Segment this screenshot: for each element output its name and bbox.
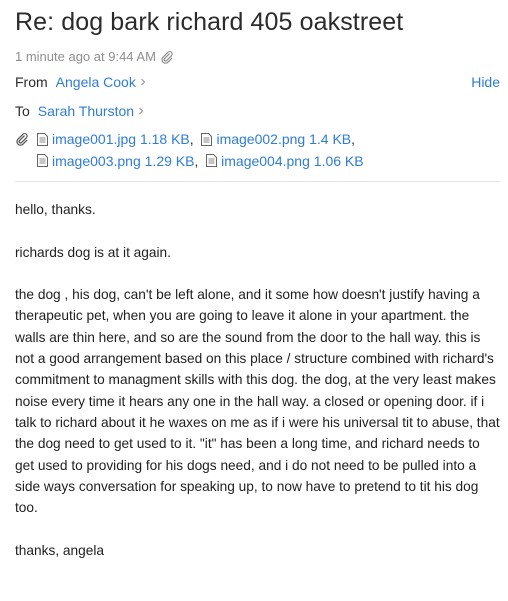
from-label: From — [15, 74, 48, 90]
attachment-item[interactable] — [201, 129, 355, 149]
received-time-row — [15, 49, 174, 64]
attachment-item[interactable] — [37, 151, 198, 171]
sender-name-text: Angela Cook — [55, 74, 136, 90]
body-paragraph: hello, thanks. — [15, 202, 96, 217]
paperclip-icon — [15, 132, 29, 146]
file-icon — [37, 154, 48, 167]
attachment-item[interactable] — [206, 151, 363, 171]
body-paragraph: richards dog is at it again. — [15, 244, 171, 260]
from-row — [15, 74, 147, 90]
attachment-name: image002.png — [216, 131, 306, 147]
to-label: To — [15, 103, 30, 119]
sender-name[interactable] — [56, 74, 147, 90]
header-divider — [15, 181, 500, 182]
attachment-name: image001.jpg — [52, 131, 137, 147]
attachment-list — [37, 129, 497, 172]
recipient-name[interactable] — [38, 103, 145, 119]
received-time: 1 minute ago at 9:44 AM — [15, 49, 156, 64]
to-row — [15, 103, 145, 119]
chevron-right-icon — [139, 78, 147, 86]
body-paragraph: thanks, angela — [15, 542, 105, 558]
body-paragraph: the dog , his dog, can't be left alone, and it some how doesn't justify having a therapeutic pet, when you are going to leave it alone in your apartment. the walls are thin here, and so are the sound from the door to the hall way. this is not a good arrangement based on this place / structure combined with richard's commitment to managment skills with this dog. the dog, at the very least makes noise every time it hears any one in the hall way. a closed or opening door. if i talk to richard about it he waxes on me as if i were his universal tit to abuse, that the dog need to get used to it. "it" has been a long time, and richard needs to get used to providing for his dogs need, and i do not need to be pulled into a side ways conversation for speaking up, to now have to pretend to tit his dog too. — [15, 287, 500, 516]
attachment-separator: , — [351, 131, 356, 147]
attachment-size: 1.4 KB — [309, 131, 352, 147]
chevron-right-icon — [137, 107, 145, 115]
email-subject: Re: dog bark richard 405 oakstreet — [15, 8, 404, 36]
attachment-item[interactable] — [37, 129, 194, 149]
file-icon — [206, 154, 217, 167]
attachment-separator: , — [194, 152, 199, 169]
hide-details-button[interactable]: Hide — [471, 74, 500, 90]
file-icon — [37, 133, 48, 146]
attachment-name: image004.png — [221, 152, 310, 169]
file-icon — [201, 133, 212, 146]
attachment-name: image003.png — [52, 152, 141, 169]
recipient-name-text: Sarah Thurston — [37, 103, 135, 119]
attachment-size: 1.18 KB — [139, 131, 190, 147]
attachment-size: 1.29 KB — [144, 152, 195, 169]
paperclip-icon — [160, 50, 174, 64]
attachment-separator: , — [189, 131, 194, 147]
email-body — [15, 199, 502, 582]
attachment-size: 1.06 KB — [313, 152, 364, 169]
